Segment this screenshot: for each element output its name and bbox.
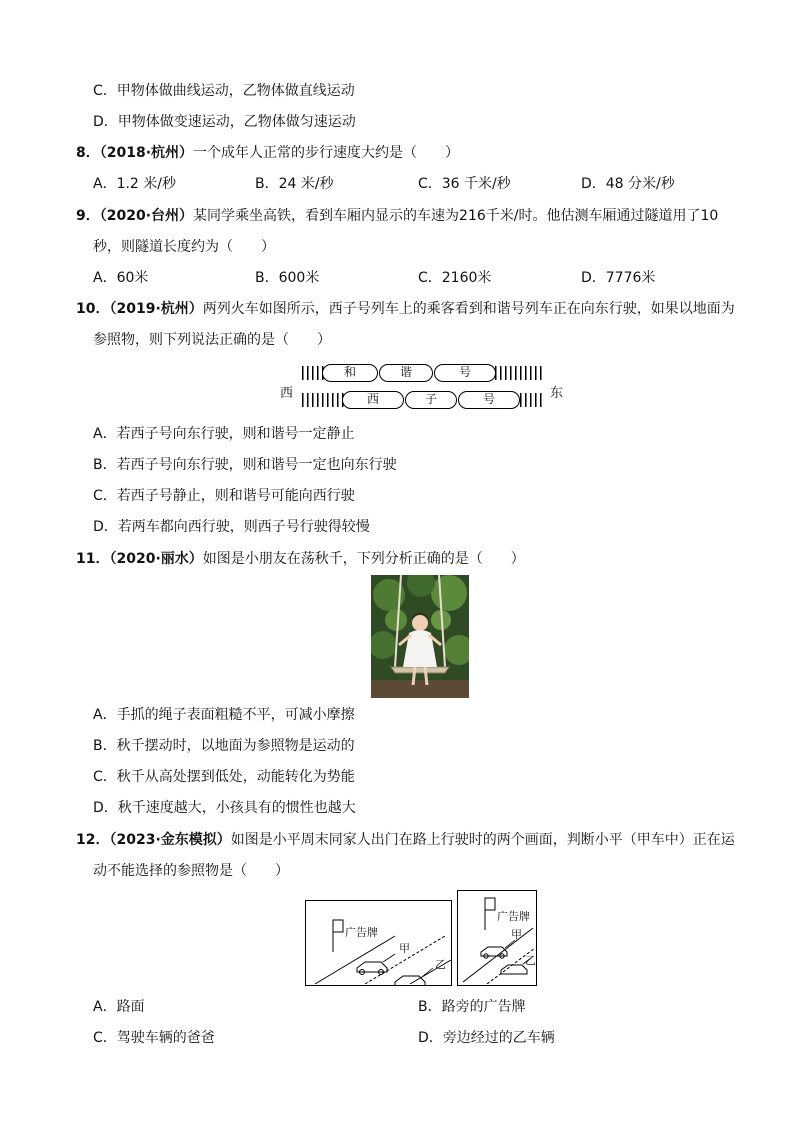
q10-option-c: C．若西子号静止，则和谐号可能向西行驶 bbox=[93, 488, 355, 504]
q12-option-b: B．路旁的广告牌 bbox=[418, 999, 526, 1015]
q9-text1: 某同学乘坐高铁，看到车厢内显示的车速为216千米/时。他估测车厢通过隧道用了10 bbox=[193, 208, 719, 224]
q12-stem-line2: 动不能选择的参照物是（ ） bbox=[93, 863, 289, 879]
q9-number: 9． bbox=[76, 208, 100, 224]
q8-stem bbox=[76, 143, 459, 163]
q8-option-c: C．36 千米/秒 bbox=[418, 176, 511, 192]
q9-option-d: D．7776米 bbox=[581, 270, 656, 286]
east-label: 东 bbox=[550, 386, 564, 401]
q11-text: 如图是小朋友在荡秋千，下列分析正确的是（ ） bbox=[202, 551, 525, 567]
q10-stem-line1 bbox=[76, 299, 735, 319]
q8-option-b: B．24 米/秒 bbox=[255, 176, 334, 192]
sign-label-1: 广告牌 bbox=[345, 926, 378, 939]
top-train-car-3: 号 bbox=[434, 364, 496, 382]
top-train-car-1: 和 bbox=[322, 364, 378, 382]
q7-option-d: D．甲物体做变速运动，乙物体做匀速运动 bbox=[93, 114, 356, 130]
q9-option-c: C．2160米 bbox=[418, 270, 492, 286]
q11-number: 11． bbox=[76, 551, 110, 567]
q10-option-b: B．若西子号向东行驶，则和谐号一定也向东行驶 bbox=[93, 457, 397, 473]
car-jia-label-2: 甲 bbox=[511, 928, 522, 941]
q11-option-b: B．秋千摆动时，以地面为参照物是运动的 bbox=[93, 738, 355, 754]
trains-figure bbox=[280, 362, 570, 418]
q11-source: （2020·丽水） bbox=[109, 551, 203, 567]
bottom-rail-left bbox=[302, 393, 344, 407]
swing-photo bbox=[371, 575, 469, 698]
q11-stem bbox=[76, 549, 525, 569]
road-scenes-drawing bbox=[305, 890, 537, 986]
car-jia-label-1: 甲 bbox=[399, 942, 410, 955]
q12-number: 12． bbox=[76, 832, 110, 848]
q10-stem-line2: 参照物，则下列说法正确的是（ ） bbox=[93, 332, 331, 348]
q11-option-d: D．秋千速度越大，小孩具有的惯性也越大 bbox=[93, 800, 356, 816]
q10-text1: 两列火车如图所示，西子号列车上的乘客看到和谐号列车正在向东行驶，如果以地面为 bbox=[202, 301, 735, 317]
q9-option-b: B．600米 bbox=[255, 270, 320, 286]
q9-stem-line1 bbox=[76, 206, 718, 226]
q8-source: （2018·杭州） bbox=[99, 145, 194, 161]
west-label: 西 bbox=[280, 386, 294, 401]
q9-stem-line2: 秒，则隧道长度约为（ ） bbox=[93, 239, 275, 255]
q9-option-a: A．60米 bbox=[93, 270, 149, 286]
road-scenes-figure bbox=[305, 890, 537, 986]
q10-option-a: A．若西子号向东行驶，则和谐号一定静止 bbox=[93, 426, 355, 442]
q9-source: （2020·台州） bbox=[99, 208, 194, 224]
top-rail-right bbox=[495, 366, 543, 380]
q7-option-c: C．甲物体做曲线运动，乙物体做直线运动 bbox=[93, 83, 355, 99]
q10-source: （2019·杭州） bbox=[109, 301, 203, 317]
q10-option-d: D．若两车都向西行驶，则西子号行驶得较慢 bbox=[93, 519, 370, 535]
bottom-rail-right bbox=[520, 393, 544, 407]
car-yi-label-2: 乙 bbox=[525, 954, 536, 967]
q11-option-c: C．秋千从高处摆到低处，动能转化为势能 bbox=[93, 769, 355, 785]
q12-text1: 如图是小平周末同家人出门在路上行驶时的两个画面，判断小平（甲车中）正在运 bbox=[230, 832, 735, 848]
bottom-train-car-1: 西 bbox=[342, 391, 404, 409]
q8-option-a: A．1.2 米/秒 bbox=[93, 176, 177, 192]
q8-number: 8． bbox=[76, 145, 100, 161]
top-train-car-2: 谐 bbox=[379, 364, 433, 382]
q12-option-a: A．路面 bbox=[93, 999, 145, 1015]
q11-option-a: A．手抓的绳子表面粗糙不平，可减小摩擦 bbox=[93, 707, 355, 723]
q12-option-d: D．旁边经过的乙车辆 bbox=[418, 1030, 555, 1046]
sign-label-2: 广告牌 bbox=[497, 910, 530, 923]
bottom-train-car-3: 号 bbox=[458, 391, 520, 409]
q12-stem-line1 bbox=[76, 830, 735, 850]
q12-source: （2023·金东模拟） bbox=[109, 832, 231, 848]
bottom-train-car-2: 子 bbox=[405, 391, 457, 409]
q12-option-c: C．驾驶车辆的爸爸 bbox=[93, 1030, 215, 1046]
car-yi-label-1: 乙 bbox=[435, 958, 446, 971]
q8-text: 一个成年人正常的步行速度大约是（ ） bbox=[193, 145, 460, 161]
q8-option-d: D．48 分米/秒 bbox=[581, 176, 675, 192]
q10-number: 10． bbox=[76, 301, 110, 317]
